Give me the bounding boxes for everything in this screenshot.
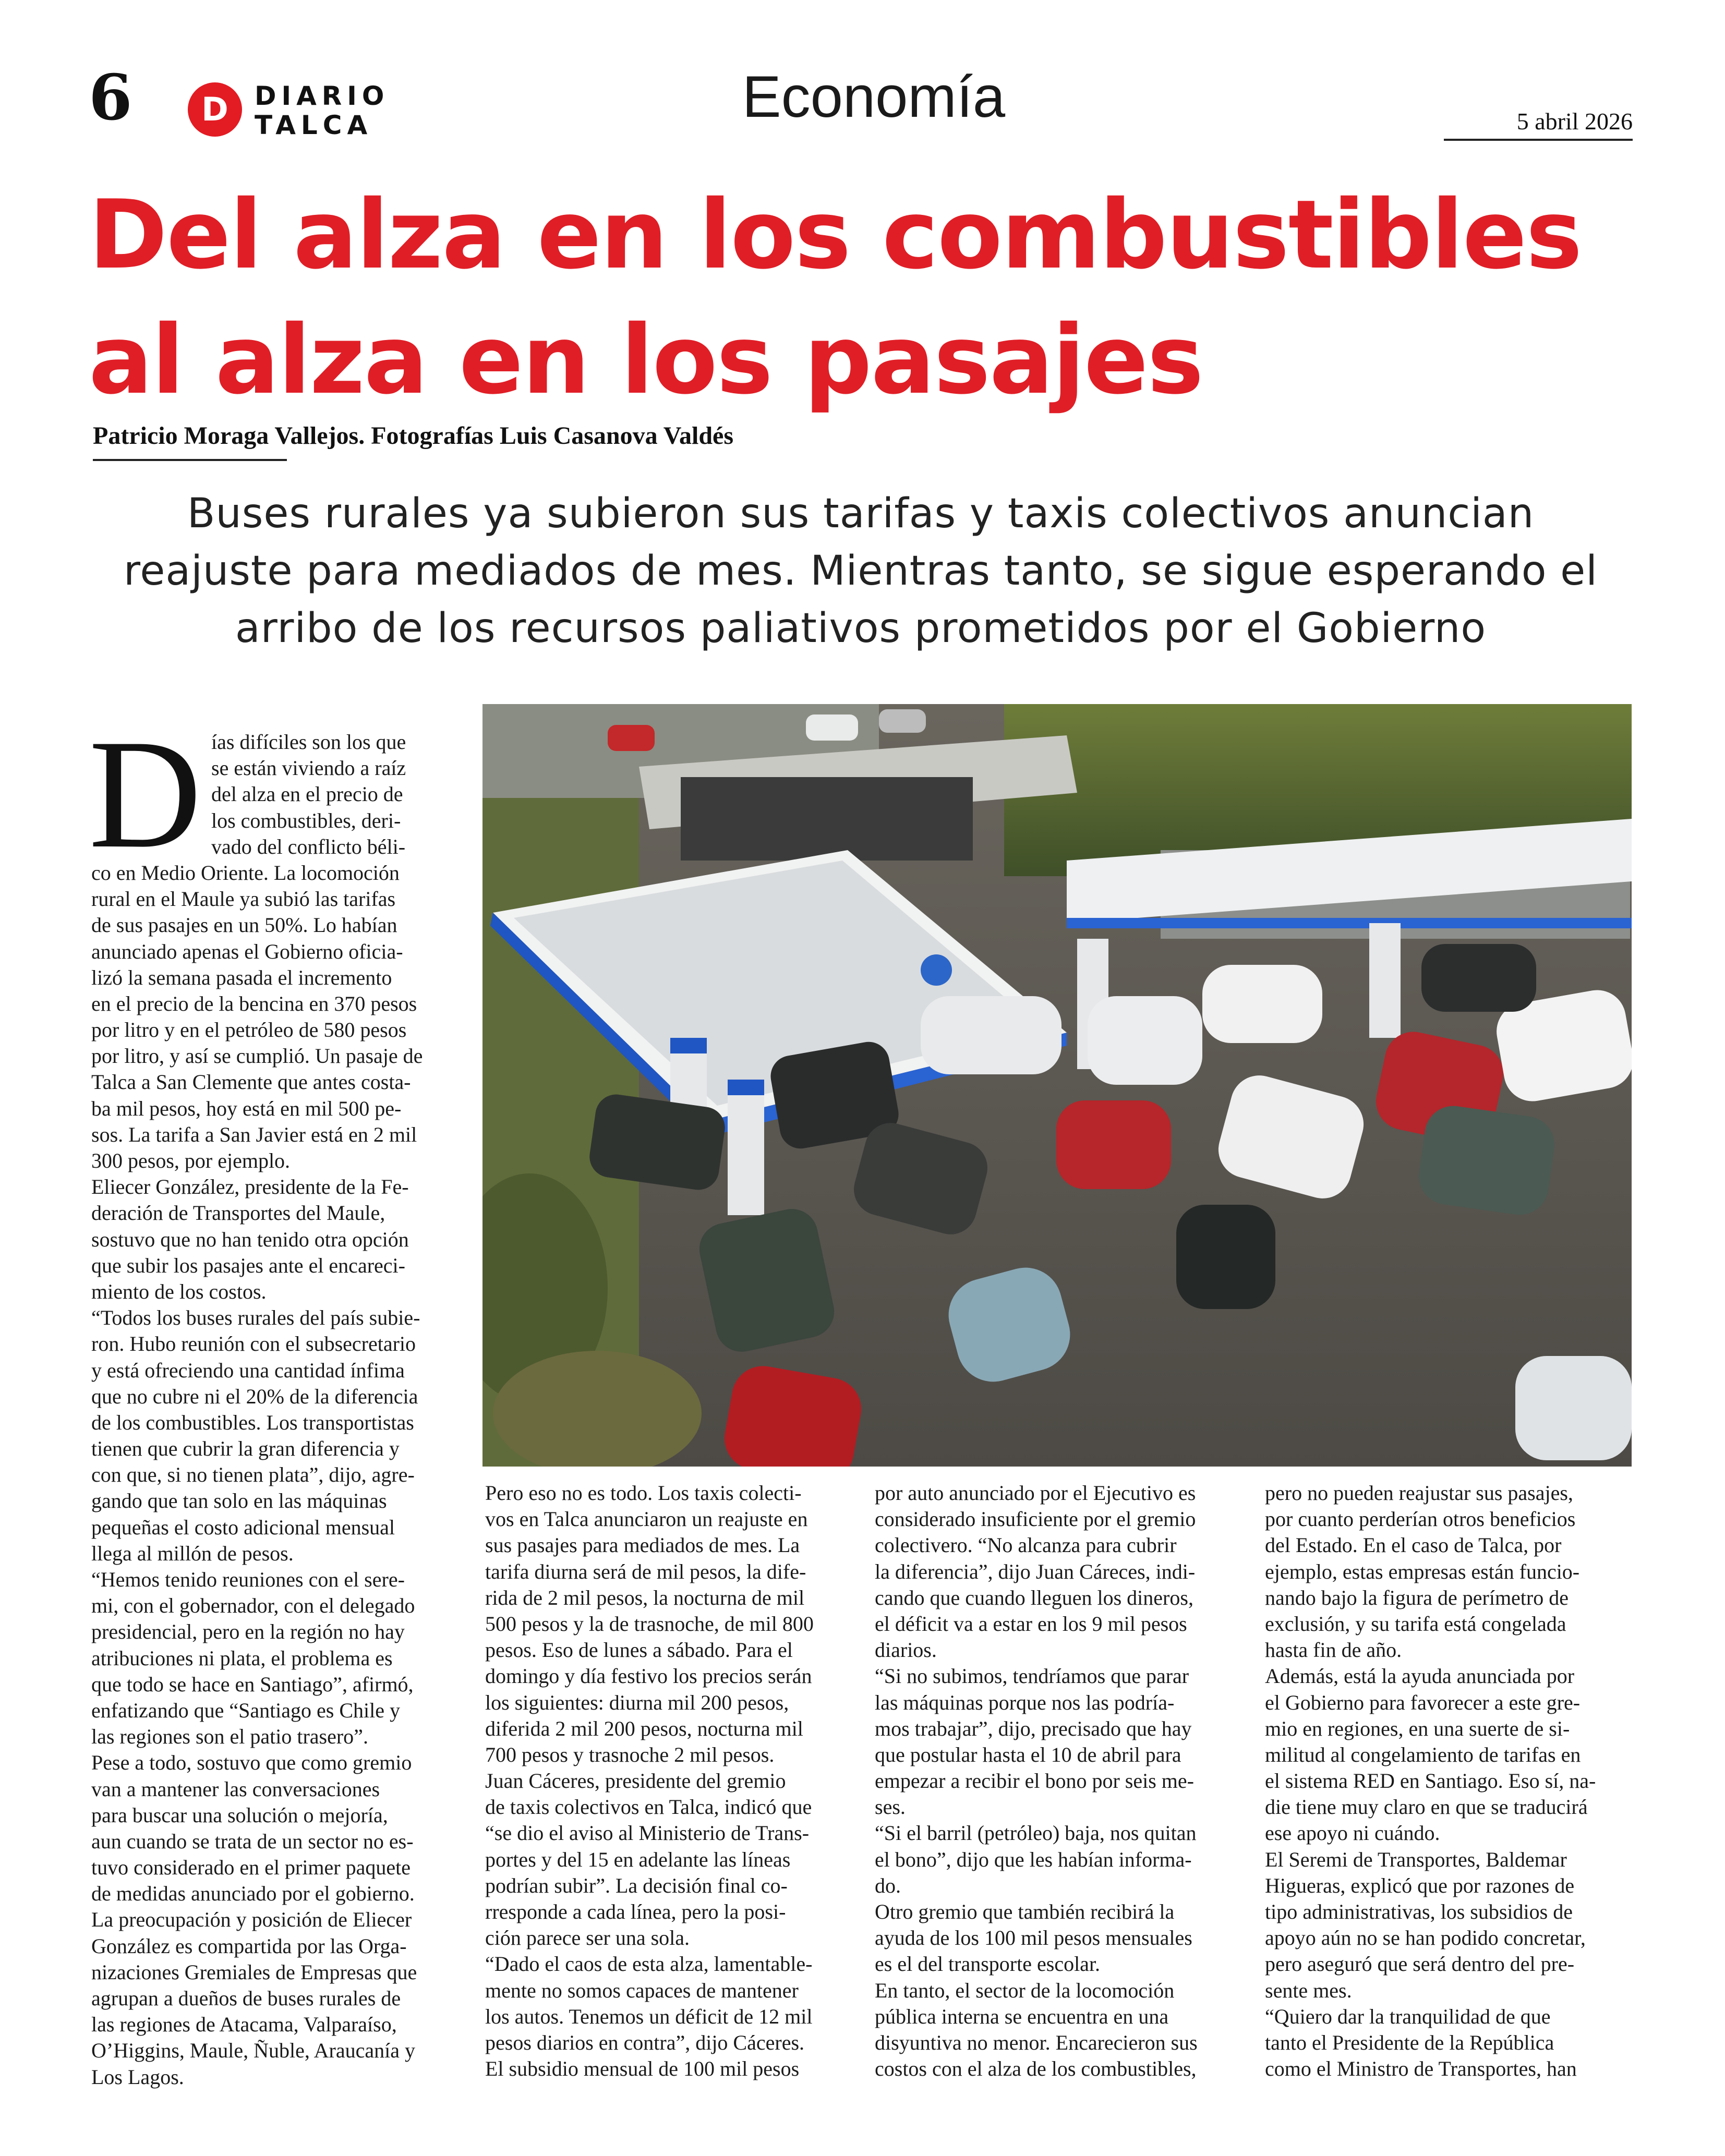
article-line: “Si no subimos, tendríamos que parar <box>875 1664 1189 1688</box>
article-line: el déficit va a estar en los 9 mil pesos <box>875 1612 1187 1636</box>
article-line: se están viviendo a raíz <box>211 756 406 780</box>
article-line: tuvo considerado en el primer paquete <box>91 1856 411 1880</box>
article-line: para buscar una solución o mejoría, <box>91 1803 388 1827</box>
article-line: Talca a San Clemente que antes costa- <box>91 1070 411 1094</box>
article-line: exclusión, y su tarifa está congelada <box>1265 1612 1566 1636</box>
article-line: Juan Cáceres, presidente del gremio <box>485 1769 786 1793</box>
article-line: los siguientes: diurna mil 200 pesos, <box>485 1690 789 1714</box>
article-line: nizaciones Gremiales de Empresas que <box>91 1960 417 1984</box>
article-line: considerado insuficiente por el gremio <box>875 1507 1196 1531</box>
article-line: ías difíciles son los que <box>211 730 406 754</box>
deck-line-1: Buses rurales ya subieron sus tarifas y taxis colectivos anuncian <box>187 490 1535 537</box>
deck-subheadline <box>89 485 1633 657</box>
article-line: atribuciones ni plata, el problema es <box>91 1646 393 1670</box>
article-line: hasta fin de año. <box>1265 1638 1402 1662</box>
article-line: que todo se hace en Santiago”, afirmó, <box>91 1672 414 1696</box>
article-line: de medidas anunciado por el gobierno. <box>91 1882 415 1906</box>
article-line: los autos. Tenemos un déficit de 12 mil <box>485 2004 813 2028</box>
article-line: La preocupación y posición de Eliecer <box>91 1908 412 1932</box>
byline-underline <box>93 459 287 461</box>
article-line: apoyo aún no se han podido concretar, <box>1265 1926 1586 1950</box>
article-line: sos. La tarifa a San Javier está en 2 mil <box>91 1122 417 1146</box>
headline-line-1: Del alza en los combustibles <box>89 179 1582 290</box>
article-line: las máquinas porque nos las podría- <box>875 1690 1175 1714</box>
article-column-1 <box>91 729 456 2090</box>
article-line: la diferencia”, dijo Juan Cáreces, indi- <box>875 1559 1196 1583</box>
logo-mark-icon <box>188 82 242 137</box>
diario-talca-logo <box>188 78 396 141</box>
article-line: ron. Hubo reunión con el subsecretario <box>91 1332 416 1356</box>
article-line: rida de 2 mil pesos, la nocturna de mil <box>485 1585 805 1609</box>
article-line: ayuda de los 100 mil pesos mensuales <box>875 1926 1192 1950</box>
article-line: sente mes. <box>1265 1978 1352 2002</box>
article-line: el bono”, dijo que les habían informa- <box>875 1847 1192 1871</box>
article-line: vado del conflicto béli- <box>211 834 406 858</box>
article-line: mi, con el gobernador, con el delegado <box>91 1594 415 1618</box>
article-line: como el Ministro de Transportes, han <box>1265 2057 1577 2081</box>
deck-line-3: arribo de los recursos paliativos prometidos por el Gobierno <box>235 605 1487 652</box>
article-line: agrupan a dueños de buses rurales de <box>91 1987 401 2010</box>
article-line: “Todos los buses rurales del país subie- <box>91 1306 420 1330</box>
logo-wordmark <box>255 81 389 140</box>
article-line: mio en regiones, en una suerte de si- <box>1265 1716 1570 1740</box>
article-line: tipo administrativas, los subsidios de <box>1265 1900 1573 1923</box>
article-line: Eliecer González, presidente de la Fe- <box>91 1175 409 1199</box>
article-line: El Seremi de Transportes, Baldemar <box>1265 1847 1567 1871</box>
article-line: sus pasajes para mediados de mes. La <box>485 1533 800 1557</box>
section-title: Economía <box>742 64 1006 129</box>
article-line: Higueras, explicó que por razones de <box>1265 1873 1575 1897</box>
byline: Patricio Moraga Vallejos. Fotografías Luis Casanova Valdés <box>93 422 734 450</box>
article-line: Pero eso no es todo. Los taxis colecti- <box>485 1481 802 1505</box>
article-line: 300 pesos, por ejemplo. <box>91 1149 291 1172</box>
article-line: O’Higgins, Maule, Ñuble, Araucanía y <box>91 2039 415 2063</box>
article-line: El subsidio mensual de 100 mil pesos <box>485 2057 800 2081</box>
gas-station-photo <box>482 704 1632 1467</box>
article-line: por auto anunciado por el Ejecutivo es <box>875 1481 1196 1505</box>
article-line: el Gobierno para favorecer a este gre- <box>1265 1690 1581 1714</box>
article-line: “Si el barril (petróleo) baja, nos quitan <box>875 1821 1197 1845</box>
article-line: ción parece ser una sola. <box>485 1926 690 1950</box>
article-line: por litro, y así se cumplió. Un pasaje de <box>91 1044 423 1068</box>
article-line: mente no somos capaces de mantener <box>485 1978 799 2002</box>
article-line: portes y del 15 en adelante las líneas <box>485 1847 791 1871</box>
article-line: disyuntiva no menor. Encarecieron sus <box>875 2030 1198 2054</box>
article-column-4 <box>1265 1480 1630 2082</box>
article-line: los combustibles, deri- <box>211 808 401 832</box>
article-line: En tanto, el sector de la locomoción <box>875 1978 1175 2002</box>
article-line: lizó la semana pasada el incremento <box>91 965 392 989</box>
article-line: por cuanto perderían otros beneficios <box>1265 1507 1576 1531</box>
article-line: cando que cuando lleguen los dineros, <box>875 1585 1193 1609</box>
article-line: González es compartida por las Orga- <box>91 1934 407 1958</box>
article-line: domingo y día festivo los precios serán <box>485 1664 812 1688</box>
article-line: empezar a recibir el bono por seis me- <box>875 1769 1194 1793</box>
article-line: 700 pesos y trasnoche 2 mil pesos. <box>485 1742 775 1766</box>
article-line: miento de los costos. <box>91 1279 267 1303</box>
article-line: sostuvo que no han tenido otra opción <box>91 1227 409 1251</box>
article-line: 500 pesos y la de trasnoche, de mil 800 <box>485 1612 814 1636</box>
article-line: die tiene muy claro en que se traducirá <box>1265 1795 1588 1819</box>
logo-mark-letter: D <box>201 90 228 128</box>
article-line: en el precio de la bencina en 370 pesos <box>91 991 417 1015</box>
article-line: de taxis colectivos en Talca, indicó que <box>485 1795 812 1819</box>
article-line: “Dado el caos de esta alza, lamentable- <box>485 1952 813 1976</box>
issue-date: 5 abril 2026 <box>1516 108 1633 135</box>
article-line: pública interna se encuentra en una <box>875 2004 1169 2028</box>
article-line: que subir los pasajes ante el encareci- <box>91 1253 405 1277</box>
date-underline <box>1444 139 1633 141</box>
page-number: 6 <box>89 61 132 135</box>
article-line: “Hemos tenido reuniones con el sere- <box>91 1568 405 1591</box>
article-line: ses. <box>875 1795 906 1819</box>
article-line: pero no pueden reajustar sus pasajes, <box>1265 1481 1573 1505</box>
article-line: que postular hasta el 10 de abril para <box>875 1742 1181 1766</box>
deck-line-2: reajuste para mediados de mes. Mientras tanto, se sigue esperando el <box>124 548 1598 595</box>
article-line: van a mantener las conversaciones <box>91 1777 380 1801</box>
article-line: de sus pasajes en un 50%. Lo habían <box>91 913 397 937</box>
article-line: pero aseguró que será dentro del pre- <box>1265 1952 1575 1976</box>
article-line: mos trabajar”, dijo, precisado que hay <box>875 1716 1192 1740</box>
article-line: del alza en el precio de <box>211 782 403 806</box>
article-line: el sistema RED en Santiago. Eso sí, na- <box>1265 1769 1596 1793</box>
article-line: Los Lagos. <box>91 2065 184 2089</box>
article-line: rresponde a cada línea, pero la posi- <box>485 1900 786 1923</box>
article-line: nando bajo la figura de perímetro de <box>1265 1585 1569 1609</box>
article-line: enfatizando que “Santiago es Chile y <box>91 1698 401 1722</box>
article-line: aun cuando se trata de un sector no es- <box>91 1829 414 1853</box>
article-line: pesos diarios en contra”, dijo Cáceres. <box>485 2030 805 2054</box>
article-line: Pese a todo, sostuvo que como gremio <box>91 1751 412 1775</box>
article-line: tanto el Presidente de la República <box>1265 2030 1554 2054</box>
article-line: Otro gremio que también recibirá la <box>875 1900 1175 1923</box>
article-line: colectivero. “No alcanza para cubrir <box>875 1533 1177 1557</box>
article-line: co en Medio Oriente. La locomoción <box>91 861 400 885</box>
article-line: del Estado. En el caso de Talca, por <box>1265 1533 1562 1557</box>
article-line: rural en el Maule ya subió las tarifas <box>91 887 396 911</box>
article-column-2 <box>485 1480 850 2082</box>
article-line: con que, si no tienen plata”, dijo, agre- <box>91 1463 415 1487</box>
article-line: anunciado apenas el Gobierno oficia- <box>91 939 403 963</box>
article-line: vos en Talca anunciaron un reajuste en <box>485 1507 808 1531</box>
article-line: tienen que cubrir la gran diferencia y <box>91 1437 400 1461</box>
logo-line-2: TALCA <box>255 110 373 140</box>
article-line: las regiones de Atacama, Valparaíso, <box>91 2013 397 2037</box>
article-line: llega al millón de pesos. <box>91 1541 294 1565</box>
article-line: militud al congelamiento de tarifas en <box>1265 1742 1581 1766</box>
article-line: de los combustibles. Los transportistas <box>91 1410 414 1434</box>
article-line: las regiones son el patio trasero”. <box>91 1725 368 1749</box>
article-line: diferida 2 mil 200 pesos, nocturna mil <box>485 1716 803 1740</box>
article-line: ba mil pesos, hoy está en mil 500 pe- <box>91 1096 402 1120</box>
article-line: gando que tan solo en las máquinas <box>91 1489 387 1513</box>
article-line: do. <box>875 1873 901 1897</box>
article-line: deración de Transportes del Maule, <box>91 1201 385 1225</box>
logo-line-1: DIARIO <box>255 81 390 111</box>
drop-cap: D <box>89 707 202 880</box>
article-line: ejemplo, estas empresas están funcio- <box>1265 1559 1580 1583</box>
article-line: “Quiero dar la tranquilidad de que <box>1265 2004 1551 2028</box>
article-line: diarios. <box>875 1638 937 1662</box>
article-line: tarifa diurna será de mil pesos, la dife- <box>485 1559 806 1583</box>
article-line: es el del transporte escolar. <box>875 1952 1101 1976</box>
photo-illustration <box>482 704 1632 1467</box>
headline-line-2: al alza en los pasajes <box>89 305 1203 415</box>
article-line: “se dio el aviso al Ministerio de Trans- <box>485 1821 810 1845</box>
article-line: podrían subir”. La decisión final co- <box>485 1873 788 1897</box>
article-line: costos con el alza de los combustibles, <box>875 2057 1197 2081</box>
article-line: presidencial, pero en la región no hay <box>91 1620 405 1644</box>
article-line: pequeñas el costo adicional mensual <box>91 1515 395 1539</box>
article-line: Además, está la ayuda anunciada por <box>1265 1664 1575 1688</box>
article-line: por litro y en el petróleo de 580 pesos <box>91 1018 407 1042</box>
article-column-3 <box>875 1480 1240 2082</box>
article-line: pesos. Eso de lunes a sábado. Para el <box>485 1638 793 1662</box>
article-line: ese apoyo ni cuándo. <box>1265 1821 1440 1845</box>
article-line: y está ofreciendo una cantidad ínfima <box>91 1358 405 1382</box>
article-line: que no cubre ni el 20% de la diferencia <box>91 1384 418 1408</box>
headline <box>89 172 1633 422</box>
